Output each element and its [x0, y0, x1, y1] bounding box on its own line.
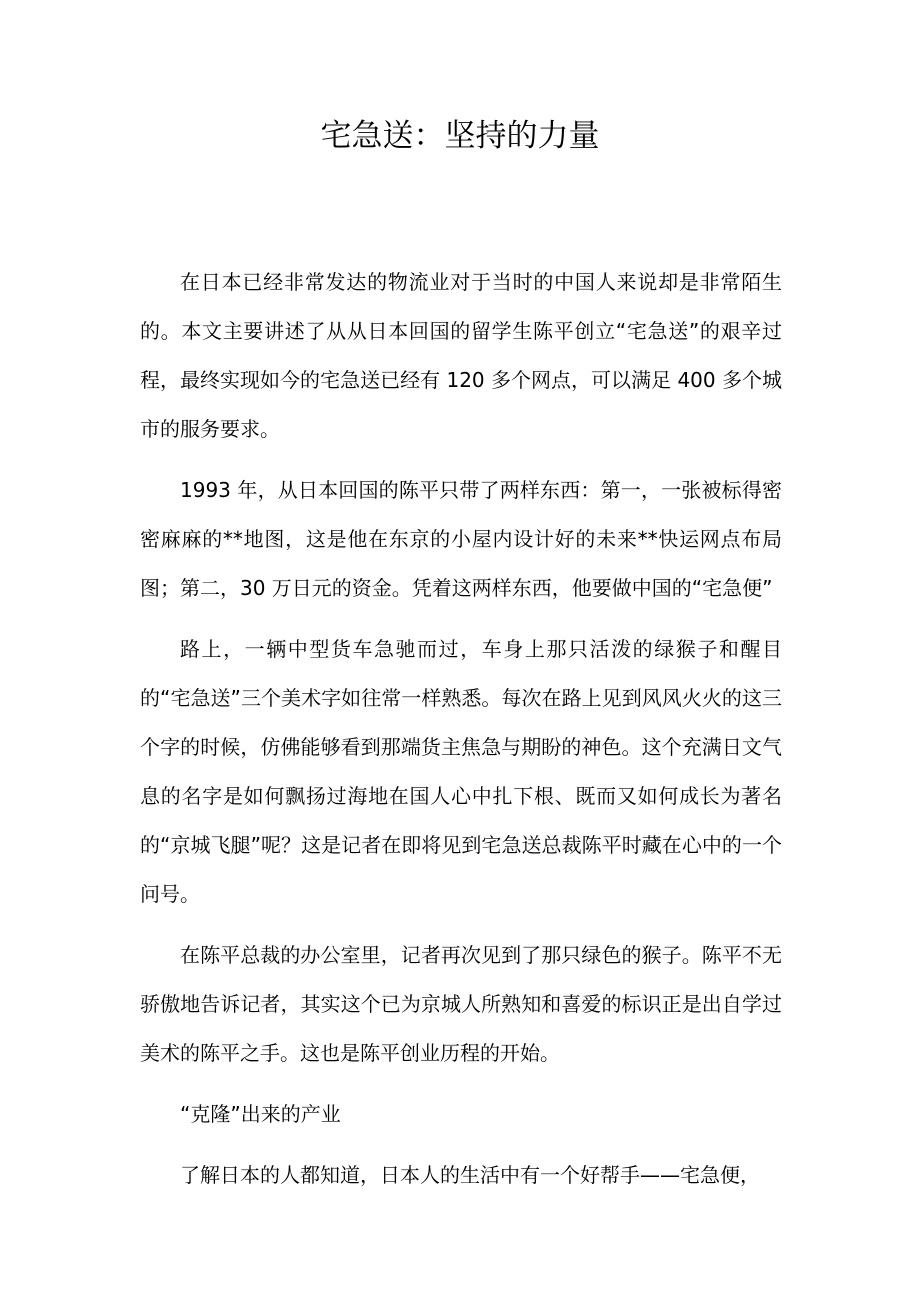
article-body — [140, 258, 782, 1212]
paragraph-1: 在日本已经非常发达的物流业对于当时的中国人来说却是非常陌生的。本文主要讲述了从从日本回国的留学生陈平创立“宅急送”的艰辛过程，最终实现如今的宅急送已经有 120 多个网点，可以满足 400 多个城市的服务要求。 — [140, 270, 782, 441]
section-heading: “克隆”出来的产业 — [180, 1102, 341, 1126]
paragraph-3: 路上，一辆中型货车急驰而过，车身上那只活泼的绿猴子和醒目的“宅急送”三个美术字如往常一样熟悉。每次在路上见到风风火火的这三个字的时候，仿佛能够看到那端货主焦急与期盼的神色。这个充满日文气息的名字是如何飘扬过海地在国人心中扎下根、既而又如何成长为著名的“京城飞腿”呢？这是记者在即将见到宅急送总裁陈平时藏在心中的一个问号。 — [140, 637, 782, 906]
paragraph-2: 1993 年，从日本回国的陈平只带了两样东西：第一，一张被标得密密麻麻的**地图，这是他在东京的小屋内设计好的未来**快运网点布局图；第二，30 万日元的资金。凭着这两样东西，他要做中国的“宅急便” — [140, 478, 782, 600]
paragraph-4: 在陈平总裁的办公室里，记者再次见到了那只绿色的猴子。陈平不无骄傲地告诉记者，其实这个已为京城人所熟知和喜爱的标识正是出自学过美术的陈平之手。这也是陈平创业历程的开始。 — [140, 943, 782, 1065]
page-title: 宅急送：坚持的力量 — [320, 118, 600, 154]
paragraph-5: 了解日本的人都知道，日本人的生活中有一个好帮手——宅急便， — [180, 1163, 760, 1187]
